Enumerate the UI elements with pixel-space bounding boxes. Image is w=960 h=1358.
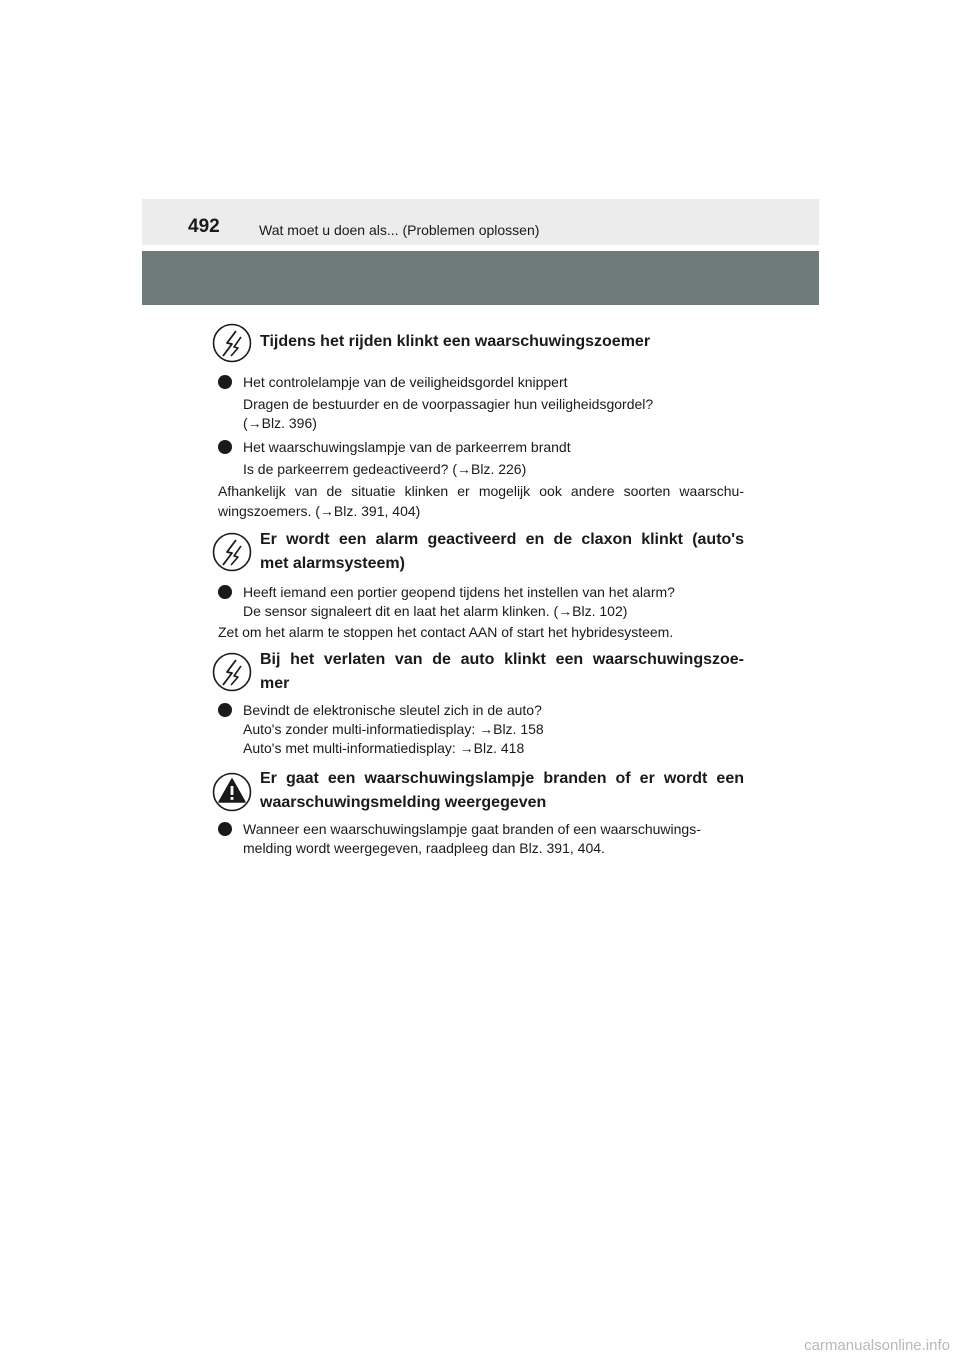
warning-triangle-icon	[212, 772, 252, 812]
heading-alarm: Er wordt een alarm geactiveerd en de claxon klinkt (auto's met alarmsysteem)	[260, 531, 744, 572]
item-title: Bevindt de elektronische sleutel zich in de auto?	[243, 702, 542, 718]
section-title: Wat moet u doen als... (Problemen oplossen)	[259, 222, 540, 238]
lightning-circle-icon	[212, 652, 252, 692]
item-text: (→Blz. 396)	[243, 415, 317, 431]
lightning-circle-icon	[212, 323, 252, 363]
watermark: carmanualsonline.info	[804, 1337, 950, 1354]
item-text: melding wordt weergegeven, raadpleeg dan Blz. 391, 404.	[243, 840, 605, 856]
item-text: Auto's zonder multi-informatiedisplay: →Blz. 158	[243, 721, 544, 737]
item-title: Wanneer een waarschuwingslampje gaat branden of een waarschuwings-	[243, 821, 701, 837]
item-title: Heeft iemand een portier geopend tijdens het instellen van het alarm?	[243, 584, 675, 600]
heading-warning-light: Er gaat een waarschuwingslampje branden of er wordt een waarschuwingsmelding weergegeven	[260, 770, 744, 811]
lightning-circle-icon	[212, 532, 252, 572]
item-title: Het waarschuwingslampje van de parkeerrem brandt	[243, 439, 571, 455]
bullet	[218, 703, 232, 717]
section-note: Afhankelijk van de situatie klinken er mogelijk ook andere soorten waarschu-wingszoemers. (→Blz. 391, 404)	[218, 483, 744, 519]
item-text: Is de parkeerrem gedeactiveerd? (→Blz. 226)	[243, 461, 527, 477]
bullet	[218, 375, 232, 389]
bullet	[218, 585, 232, 599]
item-title: Het controlelampje van de veiligheidsgordel knippert	[243, 374, 568, 390]
chapter-band	[142, 251, 819, 305]
page-number: 492	[188, 216, 220, 237]
bullet	[218, 822, 232, 836]
heading-driving-buzzer: Tijdens het rijden klinkt een waarschuwingszoemer	[260, 333, 651, 350]
item-text: Dragen de bestuurder en de voorpassagier hun veiligheidsgordel?	[243, 396, 654, 412]
item-text: De sensor signaleert dit en laat het alarm klinken. (→Blz. 102)	[243, 603, 628, 619]
item-text: Auto's met multi-informatiedisplay: →Blz. 418	[243, 740, 525, 756]
heading-leaving-car: Bij het verlaten van de auto klinkt een waarschuwingszoe- mer	[260, 651, 744, 692]
section-note: Zet om het alarm te stoppen het contact AAN of start het hybridesysteem.	[218, 624, 674, 640]
bullet	[218, 440, 232, 454]
